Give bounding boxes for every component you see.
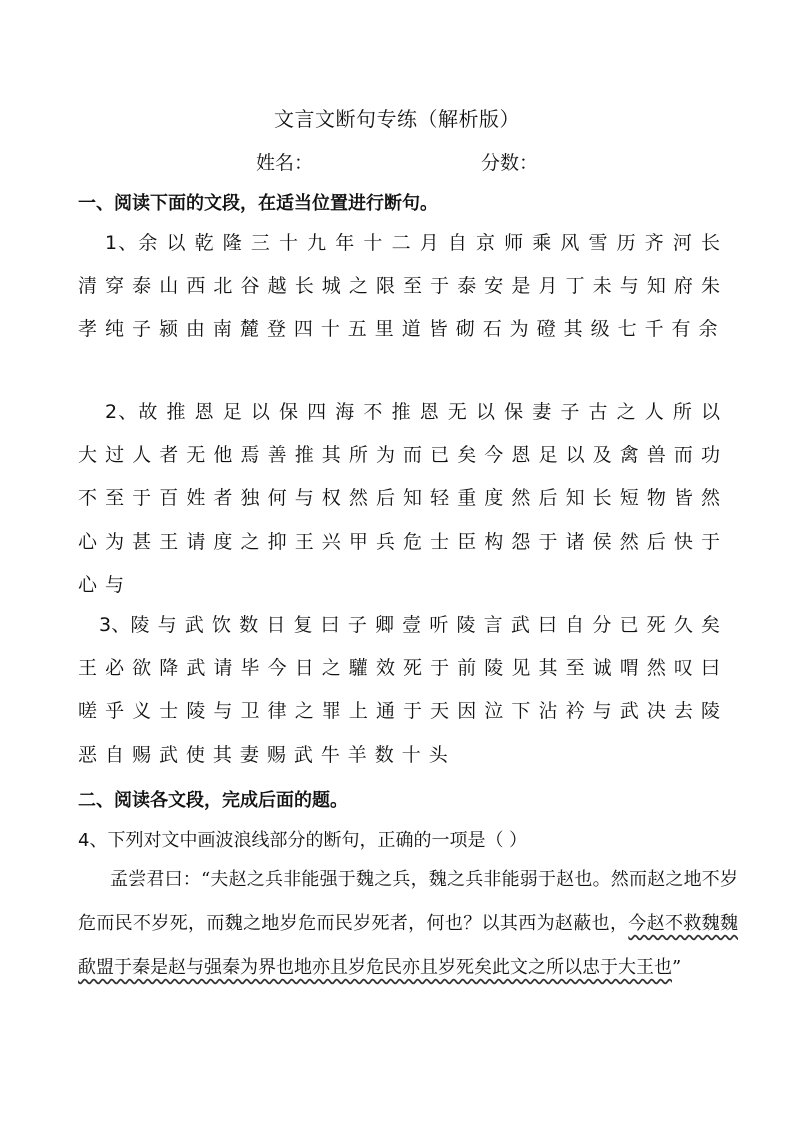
quote-plain-text: 孟尝君曰：“夫赵之兵非能强于魏之兵，魏之兵非能弱于赵也。然而赵之地不岁危而民不岁死，而魏之地岁危而民岁死者，何也？以其西为赵蔽也， bbox=[78, 869, 738, 934]
page-title: 文言文断句专练（解析版） bbox=[274, 107, 520, 131]
passage-3-number: 3、 bbox=[99, 614, 131, 636]
name-label: 姓名： bbox=[256, 152, 314, 174]
quote-closing-mark: ” bbox=[672, 957, 682, 978]
passage-3-text: 陵与武饮数日复曰子卿壹听陵言武曰自分已死久矣王必欲降武请毕今日之驩效死于前陵见其至诚喟然叹曰嗟乎义士陵与卫律之罪上通于天因泣下沾衿与武决去陵恶自赐武使其妻赐武牛羊数十头 bbox=[78, 614, 728, 766]
passage-1 bbox=[78, 222, 728, 352]
question-4-stem: 4、下列对文中画波浪线部分的断句，正确的一项是（ ） bbox=[78, 830, 528, 851]
passage-1-text: 余以乾隆三十九年十二月自京师乘风雪历齐河长清穿泰山西北谷越长城之限至于泰安是月丁未与知府朱孝纯子颍由南麓登四十五里道皆砌石为磴其级七千有余 bbox=[78, 232, 728, 341]
passage-1-number: 1、 bbox=[105, 232, 139, 254]
quote-wavy-underlined-text: 今赵不救魏魏歃盟于秦是赵与强秦为界也地亦且岁危民亦且岁死矣此文之所以忠于大王也 bbox=[78, 913, 739, 978]
question-4-quote bbox=[78, 858, 738, 990]
passage-2-text: 故推恩足以保四海不推恩无以保妻子古之人所以大过人者无他焉善推其所为而已矣今恩足以及禽兽而功不至于百姓者独何与权然后知轻重度然后知长短物皆然心为甚王请度之抑王兴甲兵危士臣构怨于诸侯然后快于心与 bbox=[78, 401, 728, 596]
section-1-heading: 一、阅读下面的文段，在适当位置进行断句。 bbox=[78, 193, 438, 214]
section-2-heading: 二、阅读各文段，完成后面的题。 bbox=[78, 790, 348, 811]
score-label: 分数： bbox=[481, 152, 539, 174]
passage-3 bbox=[78, 604, 728, 777]
passage-2-number: 2、 bbox=[105, 401, 139, 423]
passage-2 bbox=[78, 391, 728, 607]
